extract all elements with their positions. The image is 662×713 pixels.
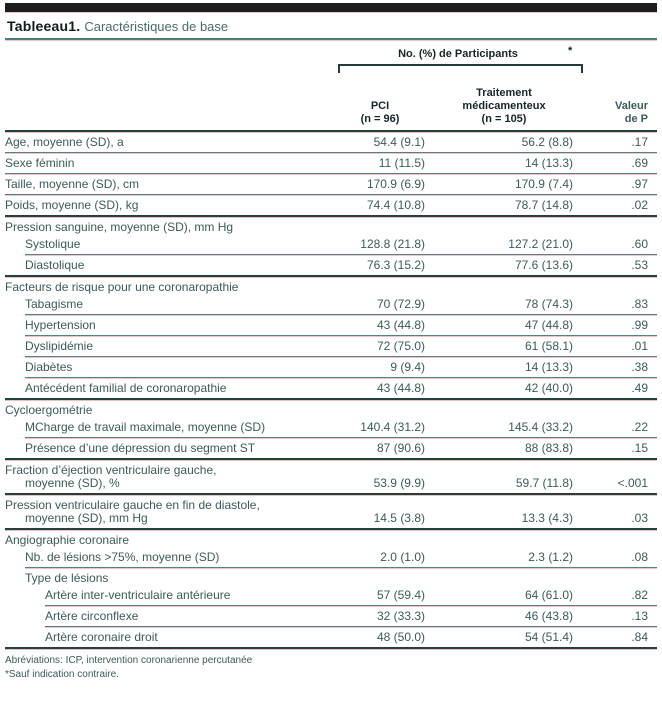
table-row: [5, 628, 657, 647]
table-row: [5, 496, 657, 528]
row-divider: [25, 377, 657, 378]
table-row: [5, 316, 657, 335]
section-divider: [5, 458, 657, 460]
medical-value-cell: 78.7 (14.8): [514, 198, 573, 212]
medical-value-cell: 42 (40.0): [524, 381, 573, 395]
row-label: Type de lésions: [25, 571, 109, 585]
pci-value-cell: 140.4 (31.2): [360, 420, 425, 434]
table-row: [5, 256, 657, 275]
medical-value-cell: 145.4 (33.2): [508, 420, 573, 434]
p-value-cell: .84: [631, 630, 648, 644]
medical-value-cell: 88 (83.8): [524, 441, 573, 455]
medical-value-cell: 59.7 (11.8): [515, 476, 573, 490]
pci-header-line2: (n = 96): [360, 113, 400, 125]
row-label: Sexe féminin: [5, 156, 75, 170]
p-value-cell: .13: [631, 609, 648, 623]
p-value-cell: .02: [631, 198, 648, 212]
row-label: Facteurs de risque pour une coronaropathie: [5, 280, 239, 294]
row-label: Nb. de lésions >75%, moyenne (SD): [25, 550, 220, 564]
paper-table: [0, 3, 662, 682]
medical-column-header: [430, 87, 578, 126]
table-title-text: Caractéristiques de base: [84, 19, 229, 34]
p-value-cell: .99: [631, 318, 648, 332]
row-label: Age, moyenne (SD), a: [5, 135, 124, 149]
table-row: [5, 196, 657, 215]
p-value-cell: .22: [631, 420, 648, 434]
medical-value-cell: 47 (44.8): [524, 318, 573, 332]
pci-value-cell: 76.3 (15.2): [366, 258, 425, 272]
p-value-cell: .15: [631, 441, 648, 455]
pci-value-cell: 14.5 (3.8): [373, 511, 425, 525]
footnotes: [5, 650, 657, 682]
pvalue-header-line2: de P: [624, 113, 648, 125]
p-value-cell: .82: [631, 588, 648, 602]
pci-value-cell: 43 (44.8): [376, 318, 425, 332]
pci-value-cell: 128.8 (21.8): [360, 237, 425, 251]
p-value-cell: .49: [631, 381, 648, 395]
section-divider: [5, 647, 657, 649]
spanner-label: No. (%) de Participants: [398, 48, 518, 60]
p-value-cell: .97: [631, 177, 648, 191]
medical-header-line3: (n = 105): [481, 113, 527, 125]
footnote-marker: *: [568, 45, 573, 57]
row-divider: [25, 356, 657, 357]
table-row: [5, 358, 657, 377]
medical-value-cell: 54 (51.4): [524, 630, 573, 644]
row-divider: [25, 335, 657, 336]
header-divider: [5, 130, 657, 132]
row-label: Cycloergométrie: [5, 403, 93, 417]
row-label: Pression ventriculaire gauche en fin de diastole, moyenne (SD), mm Hg: [5, 498, 260, 525]
column-headers: [5, 87, 657, 126]
group-header-row: [5, 278, 657, 295]
row-label: Fraction d’éjection ventriculaire gauche, moyenne (SD), %: [5, 463, 217, 490]
p-value-cell: .60: [631, 237, 648, 251]
abbreviations-footnote: Abréviations: ICP, intervention coronarienne percutanée: [5, 655, 253, 666]
row-label: Poids, moyenne (SD), kg: [5, 198, 139, 212]
row-label: Artère circonflexe: [45, 609, 139, 623]
pci-value-cell: 9 (9.4): [390, 360, 425, 374]
table-row: [5, 607, 657, 626]
table-row: [5, 586, 657, 605]
pci-value-cell: 32 (33.3): [376, 609, 425, 623]
medical-value-cell: 77.6 (13.6): [514, 258, 573, 272]
pci-value-cell: 53.9 (9.9): [373, 476, 425, 490]
medical-value-cell: 13.3 (4.3): [521, 511, 573, 525]
p-value-cell: <.001: [617, 476, 648, 490]
table-row: [5, 337, 657, 356]
row-divider: [25, 254, 657, 255]
row-label: Antécédent familial de coronaropathie: [25, 381, 227, 395]
table-title-number: Tableeau1.: [7, 18, 81, 34]
pci-column-header: [330, 100, 430, 126]
pci-value-cell: 54.4 (9.1): [373, 135, 425, 149]
pvalue-column-header: [578, 100, 652, 126]
pci-value-cell: 70 (72.9): [376, 297, 425, 311]
medical-value-cell: 2.3 (1.2): [528, 550, 573, 564]
medical-header-line2: médicamenteux: [462, 100, 546, 112]
row-label: MCharge de travail maximale, moyenne (SD): [25, 420, 266, 434]
row-divider: [45, 626, 657, 627]
pci-value-cell: 87 (90.6): [376, 441, 425, 455]
section-divider: [5, 528, 657, 530]
table-body: [5, 133, 657, 649]
p-value-cell: .17: [631, 135, 648, 149]
table-row: [5, 235, 657, 254]
table-row: [5, 175, 657, 194]
table-row: [5, 418, 657, 437]
group-header-row: [5, 218, 657, 235]
table-row: [5, 154, 657, 173]
group-header-row: [5, 569, 657, 586]
medical-value-cell: 46 (43.8): [524, 609, 573, 623]
p-value-cell: .69: [631, 156, 648, 170]
pci-value-cell: 2.0 (1.0): [380, 550, 425, 564]
pci-value-cell: 170.9 (6.9): [366, 177, 425, 191]
pci-header-line1: PCI: [370, 100, 390, 112]
table-row: [5, 295, 657, 314]
row-label: Pression sanguine, moyenne (SD), mm Hg: [5, 220, 234, 234]
table-row: [5, 439, 657, 458]
section-divider: [5, 398, 657, 400]
row-divider: [5, 152, 657, 153]
table-title: [5, 12, 657, 38]
table-row: [5, 379, 657, 398]
top-rule-bar: [5, 3, 657, 12]
pci-value-cell: 11 (11.5): [378, 156, 425, 170]
medical-value-cell: 170.9 (7.4): [514, 177, 573, 191]
p-value-cell: .83: [631, 297, 648, 311]
table-header: [5, 40, 657, 130]
medical-value-cell: 56.2 (8.8): [521, 135, 573, 149]
row-label: Systolique: [25, 237, 81, 251]
row-divider: [5, 173, 657, 174]
row-label: Taille, moyenne (SD), cm: [5, 177, 140, 191]
row-label: Diabètes: [25, 360, 73, 374]
row-label: Tabagisme: [25, 297, 84, 311]
section-divider: [5, 275, 657, 277]
pci-value-cell: 72 (75.0): [376, 339, 425, 353]
row-label: Présence d’une dépression du segment ST: [25, 441, 256, 455]
table-row: [5, 133, 657, 152]
row-divider: [45, 605, 657, 606]
pci-value-cell: 43 (44.8): [376, 381, 425, 395]
section-divider: [5, 215, 657, 217]
row-divider: [25, 314, 657, 315]
row-label: Hypertension: [25, 318, 96, 332]
row-label: Artère coronaire droit: [45, 630, 158, 644]
p-value-cell: .53: [631, 258, 648, 272]
medical-value-cell: 64 (61.0): [524, 588, 573, 602]
group-header-row: [5, 531, 657, 548]
pci-value-cell: 57 (59.4): [376, 588, 425, 602]
medical-value-cell: 14 (13.3): [524, 360, 573, 374]
medical-value-cell: 14 (13.3): [524, 156, 573, 170]
pci-value-cell: 74.4 (10.8): [366, 198, 425, 212]
p-value-cell: .38: [631, 360, 648, 374]
p-value-cell: .01: [631, 339, 648, 353]
row-divider: [5, 194, 657, 195]
medical-header-line1: Traitement: [476, 87, 532, 99]
section-divider: [5, 493, 657, 495]
table-row: [5, 548, 657, 567]
row-label: Dyslipidémie: [25, 339, 94, 353]
row-divider: [25, 567, 657, 568]
p-value-cell: .03: [631, 511, 648, 525]
row-divider: [25, 437, 657, 438]
row-label: Angiographie coronaire: [5, 533, 130, 547]
p-value-cell: .08: [631, 550, 648, 564]
table-row: [5, 461, 657, 493]
group-header-row: [5, 401, 657, 418]
row-label: Artère inter-ventriculaire antérieure: [45, 588, 231, 602]
medical-value-cell: 78 (74.3): [524, 297, 573, 311]
pvalue-header-line1: Valeur: [614, 100, 648, 112]
star-footnote: *Sauf indication contraire.: [5, 669, 119, 680]
medical-value-cell: 61 (58.1): [524, 339, 573, 353]
row-label: Diastolique: [25, 258, 85, 272]
medical-value-cell: 127.2 (21.0): [508, 237, 573, 251]
column-span-bracket: [338, 64, 583, 73]
pci-value-cell: 48 (50.0): [376, 630, 425, 644]
